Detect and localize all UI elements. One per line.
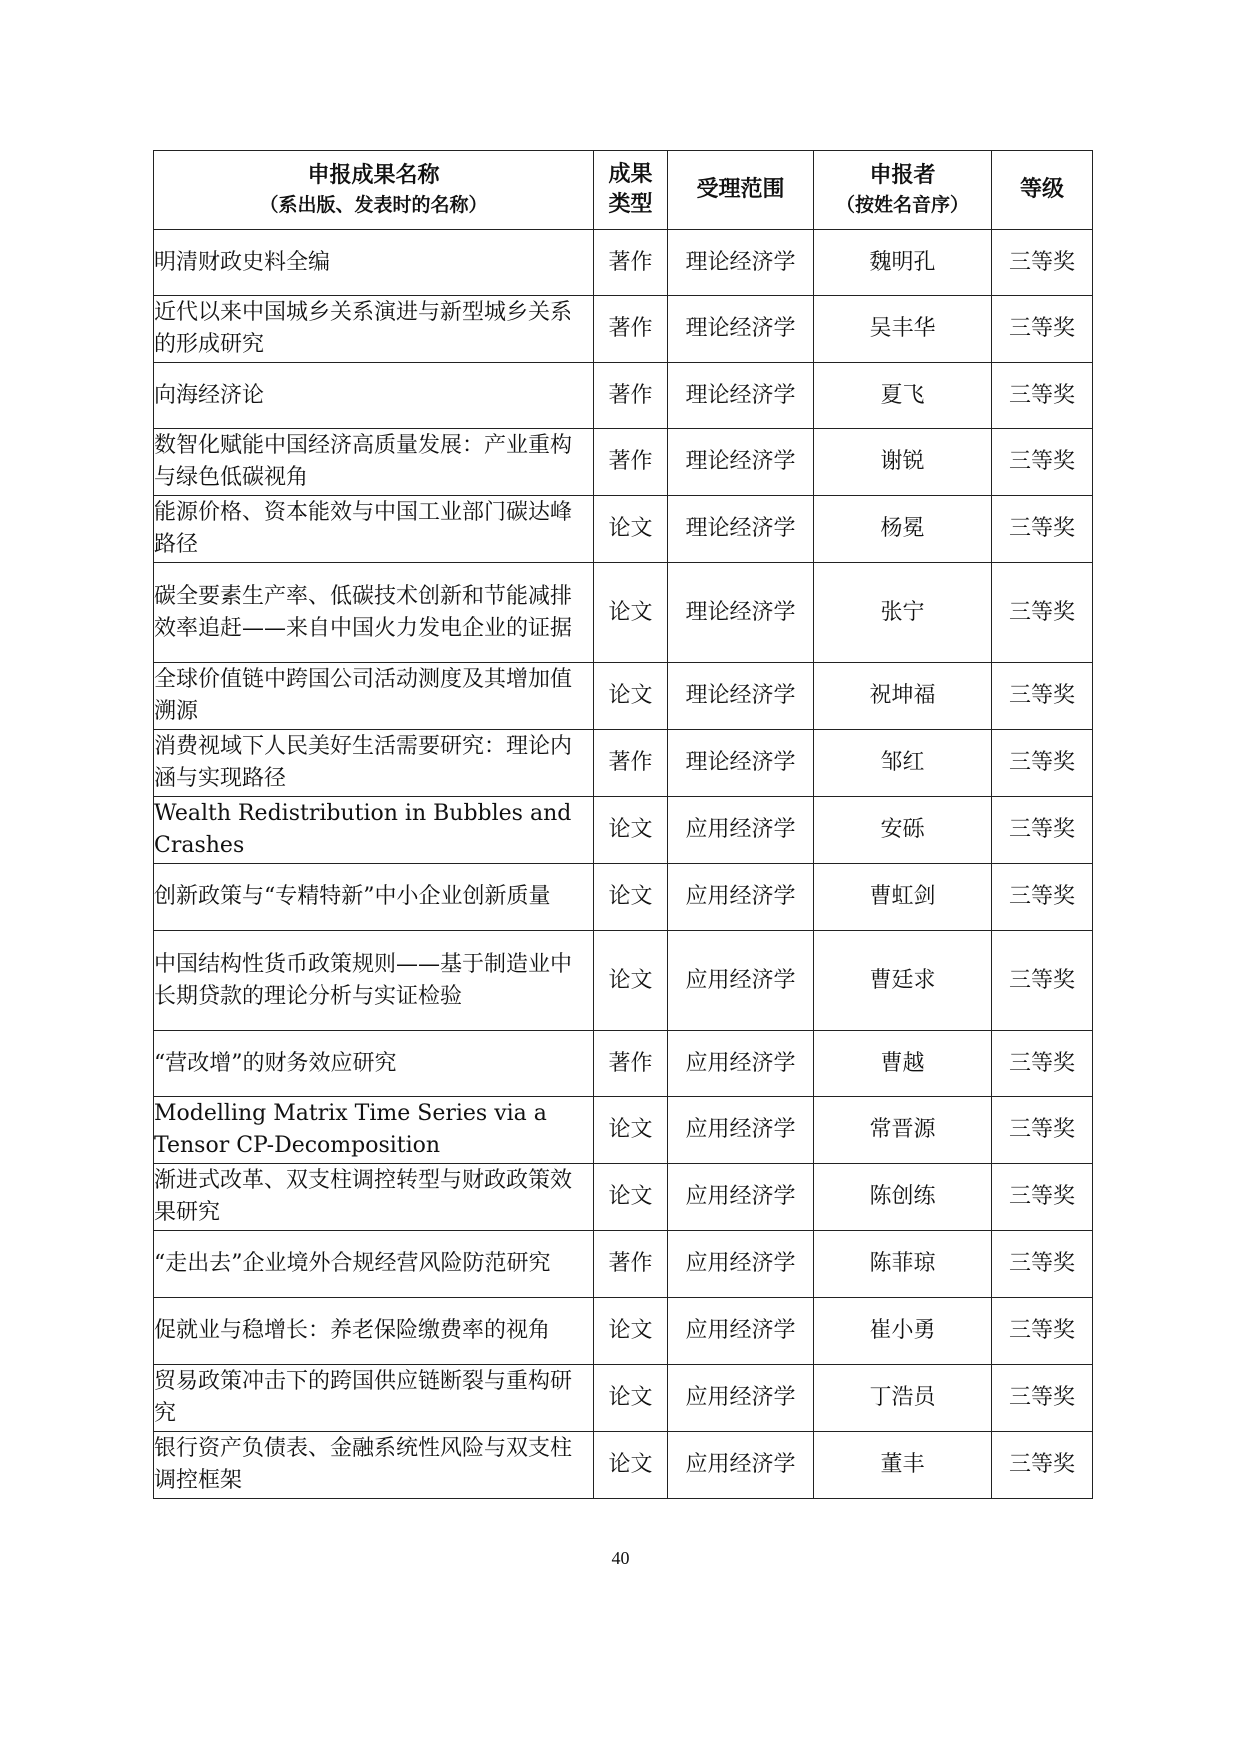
cell-grade: 三等奖 <box>992 563 1093 663</box>
cell-applicant: 曹虹剑 <box>814 864 992 931</box>
table-row <box>154 931 1093 1031</box>
cell-title: 中国结构性货币政策规则——基于制造业中长期贷款的理论分析与实证检验 <box>154 931 594 1031</box>
cell-type: 论文 <box>594 1365 668 1432</box>
cell-type: 论文 <box>594 1298 668 1365</box>
cell-grade: 三等奖 <box>992 1164 1093 1231</box>
cell-grade: 三等奖 <box>992 663 1093 730</box>
cell-title: 消费视域下人民美好生活需要研究：理论内涵与实现路径 <box>154 730 594 797</box>
header-grade-label: 等级 <box>1019 177 1064 202</box>
header-scope <box>668 151 814 230</box>
cell-type: 论文 <box>594 1432 668 1499</box>
table-row <box>154 663 1093 730</box>
cell-type: 著作 <box>594 730 668 797</box>
cell-scope: 理论经济学 <box>668 496 814 563</box>
cell-scope: 理论经济学 <box>668 663 814 730</box>
table-row <box>154 230 1093 296</box>
table-row <box>154 864 1093 931</box>
cell-scope: 理论经济学 <box>668 363 814 429</box>
cell-scope: 理论经济学 <box>668 563 814 663</box>
table-row <box>154 1097 1093 1164</box>
header-scope-label: 受理范围 <box>696 177 785 202</box>
cell-grade: 三等奖 <box>992 1432 1093 1499</box>
cell-title: 数智化赋能中国经济高质量发展：产业重构与绿色低碳视角 <box>154 429 594 496</box>
cell-grade: 三等奖 <box>992 1031 1093 1097</box>
cell-scope: 应用经济学 <box>668 797 814 864</box>
header-applicant-sub: （按姓名音序） <box>835 194 969 216</box>
header-type-line2: 类型 <box>608 192 653 217</box>
cell-scope: 应用经济学 <box>668 1164 814 1231</box>
cell-title: 促就业与稳增长：养老保险缴费率的视角 <box>154 1298 594 1365</box>
cell-scope: 应用经济学 <box>668 931 814 1031</box>
cell-grade: 三等奖 <box>992 429 1093 496</box>
table-row <box>154 1164 1093 1231</box>
cell-title: 银行资产负债表、金融系统性风险与双支柱调控框架 <box>154 1432 594 1499</box>
cell-type: 论文 <box>594 563 668 663</box>
header-applicant-main: 申报者 <box>869 163 936 188</box>
cell-title: 向海经济论 <box>154 363 594 429</box>
table-row <box>154 797 1093 864</box>
cell-type: 论文 <box>594 931 668 1031</box>
cell-grade: 三等奖 <box>992 296 1093 363</box>
header-title <box>154 151 594 230</box>
cell-applicant: 祝坤福 <box>814 663 992 730</box>
cell-title: 渐进式改革、双支柱调控转型与财政政策效果研究 <box>154 1164 594 1231</box>
cell-applicant: 吴丰华 <box>814 296 992 363</box>
cell-type: 著作 <box>594 429 668 496</box>
cell-grade: 三等奖 <box>992 1298 1093 1365</box>
cell-title: 碳全要素生产率、低碳技术创新和节能减排效率追赶——来自中国火力发电企业的证据 <box>154 563 594 663</box>
table-row <box>154 1231 1093 1298</box>
cell-type: 著作 <box>594 1231 668 1298</box>
cell-type: 论文 <box>594 1097 668 1164</box>
cell-grade: 三等奖 <box>992 1231 1093 1298</box>
cell-grade: 三等奖 <box>992 797 1093 864</box>
cell-title: 贸易政策冲击下的跨国供应链断裂与重构研究 <box>154 1365 594 1432</box>
header-type <box>594 151 668 230</box>
cell-scope: 理论经济学 <box>668 230 814 296</box>
cell-applicant: 谢锐 <box>814 429 992 496</box>
cell-title: Wealth Redistribution in Bubbles and Crashes <box>154 797 594 864</box>
table-row <box>154 363 1093 429</box>
cell-applicant: 常晋源 <box>814 1097 992 1164</box>
cell-grade: 三等奖 <box>992 931 1093 1031</box>
cell-scope: 应用经济学 <box>668 1097 814 1164</box>
cell-title: 全球价值链中跨国公司活动测度及其增加值溯源 <box>154 663 594 730</box>
cell-applicant: 邹红 <box>814 730 992 797</box>
cell-applicant: 崔小勇 <box>814 1298 992 1365</box>
header-title-sub: （系出版、发表时的名称） <box>259 194 488 216</box>
cell-grade: 三等奖 <box>992 864 1093 931</box>
cell-scope: 应用经济学 <box>668 1432 814 1499</box>
cell-scope: 应用经济学 <box>668 1298 814 1365</box>
cell-grade: 三等奖 <box>992 230 1093 296</box>
cell-title: 明清财政史料全编 <box>154 230 594 296</box>
cell-applicant: 夏飞 <box>814 363 992 429</box>
cell-grade: 三等奖 <box>992 1365 1093 1432</box>
cell-title: “走出去”企业境外合规经营风险防范研究 <box>154 1231 594 1298</box>
cell-scope: 应用经济学 <box>668 1365 814 1432</box>
table-header-row <box>154 151 1093 230</box>
cell-type: 著作 <box>594 1031 668 1097</box>
table-row <box>154 1298 1093 1365</box>
cell-grade: 三等奖 <box>992 496 1093 563</box>
cell-scope: 应用经济学 <box>668 1231 814 1298</box>
cell-type: 论文 <box>594 663 668 730</box>
header-title-main: 申报成果名称 <box>307 163 440 188</box>
cell-title: 近代以来中国城乡关系演进与新型城乡关系的形成研究 <box>154 296 594 363</box>
cell-applicant: 安砾 <box>814 797 992 864</box>
cell-grade: 三等奖 <box>992 1097 1093 1164</box>
table-row <box>154 1365 1093 1432</box>
header-type-line1: 成果 <box>608 162 653 187</box>
cell-scope: 应用经济学 <box>668 864 814 931</box>
cell-applicant: 魏明孔 <box>814 230 992 296</box>
cell-applicant: 张宁 <box>814 563 992 663</box>
awards-table <box>153 150 1093 1499</box>
page-number: 40 <box>611 1548 630 1568</box>
cell-applicant: 丁浩员 <box>814 1365 992 1432</box>
cell-type: 论文 <box>594 864 668 931</box>
cell-applicant: 陈创练 <box>814 1164 992 1231</box>
cell-title: 能源价格、资本能效与中国工业部门碳达峰路径 <box>154 496 594 563</box>
cell-scope: 理论经济学 <box>668 429 814 496</box>
header-applicant <box>814 151 992 230</box>
cell-grade: 三等奖 <box>992 730 1093 797</box>
cell-type: 著作 <box>594 363 668 429</box>
table-row <box>154 1031 1093 1097</box>
cell-type: 论文 <box>594 496 668 563</box>
cell-scope: 理论经济学 <box>668 730 814 797</box>
table-row <box>154 1432 1093 1499</box>
cell-type: 著作 <box>594 296 668 363</box>
cell-type: 论文 <box>594 797 668 864</box>
cell-title: Modelling Matrix Time Series via a Tensor CP-Decomposition <box>154 1097 594 1164</box>
cell-applicant: 陈菲琼 <box>814 1231 992 1298</box>
cell-applicant: 杨冕 <box>814 496 992 563</box>
cell-applicant: 曹廷求 <box>814 931 992 1031</box>
table-row <box>154 296 1093 363</box>
cell-applicant: 曹越 <box>814 1031 992 1097</box>
cell-title: “营改增”的财务效应研究 <box>154 1031 594 1097</box>
table-row <box>154 730 1093 797</box>
cell-grade: 三等奖 <box>992 363 1093 429</box>
cell-scope: 应用经济学 <box>668 1031 814 1097</box>
table-row <box>154 496 1093 563</box>
header-grade <box>992 151 1093 230</box>
cell-applicant: 董丰 <box>814 1432 992 1499</box>
cell-type: 著作 <box>594 230 668 296</box>
cell-title: 创新政策与“专精特新”中小企业创新质量 <box>154 864 594 931</box>
cell-scope: 理论经济学 <box>668 296 814 363</box>
table-row <box>154 563 1093 663</box>
table-row <box>154 429 1093 496</box>
cell-type: 论文 <box>594 1164 668 1231</box>
